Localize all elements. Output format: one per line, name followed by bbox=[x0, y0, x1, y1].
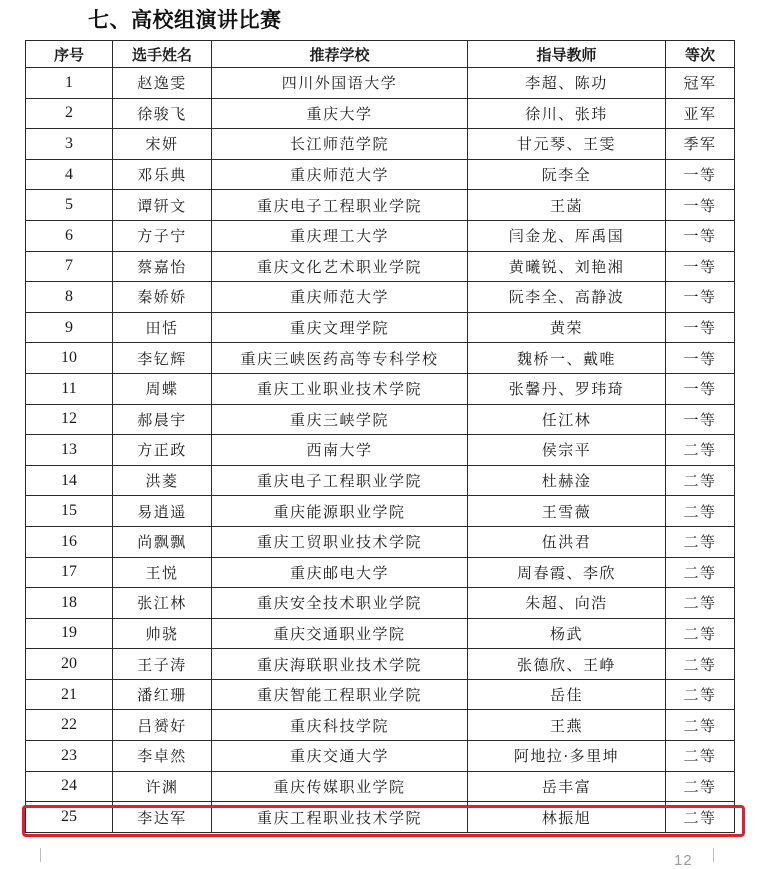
recommending-school-cell: 西南大学 bbox=[212, 435, 468, 466]
recommending-school-cell: 重庆电子工程职业学院 bbox=[212, 465, 468, 496]
contestant-name-cell: 方子宁 bbox=[113, 220, 212, 251]
table-header-row bbox=[26, 41, 735, 68]
table-row bbox=[26, 404, 735, 435]
results-table bbox=[25, 40, 735, 833]
instructor-cell: 伍洪君 bbox=[468, 526, 666, 557]
table-row bbox=[26, 435, 735, 466]
recommending-school-cell: 重庆三峡医药高等专科学校 bbox=[212, 343, 468, 374]
recommending-school-cell: 重庆理工大学 bbox=[212, 220, 468, 251]
recommending-school-cell: 重庆海联职业技术学院 bbox=[212, 649, 468, 680]
recommending-school-cell: 长江师范学院 bbox=[212, 129, 468, 160]
award-level-cell: 一等 bbox=[666, 404, 735, 435]
instructor-cell: 李超、陈功 bbox=[468, 68, 666, 99]
contestant-name-cell: 李卓然 bbox=[113, 741, 212, 772]
table-row bbox=[26, 282, 735, 313]
recommending-school-cell: 重庆大学 bbox=[212, 98, 468, 129]
recommending-school-cell: 重庆安全技术职业学院 bbox=[212, 588, 468, 619]
page-corner-mark-left bbox=[26, 848, 41, 862]
row-number-cell: 1 bbox=[26, 68, 113, 99]
row-number-cell: 13 bbox=[26, 435, 113, 466]
table-row bbox=[26, 741, 735, 772]
recommending-school-cell: 重庆科技学院 bbox=[212, 710, 468, 741]
instructor-cell: 魏桥一、戴唯 bbox=[468, 343, 666, 374]
contestant-name-cell: 徐骏飞 bbox=[113, 98, 212, 129]
contestant-name-cell: 王子涛 bbox=[113, 649, 212, 680]
award-level-cell: 二等 bbox=[666, 557, 735, 588]
recommending-school-cell: 重庆交通大学 bbox=[212, 741, 468, 772]
header-recommending-school: 推荐学校 bbox=[212, 41, 468, 68]
recommending-school-cell: 四川外国语大学 bbox=[212, 68, 468, 99]
award-level-cell: 二等 bbox=[666, 649, 735, 680]
recommending-school-cell: 重庆智能工程职业学院 bbox=[212, 679, 468, 710]
contestant-name-cell: 郝晨宇 bbox=[113, 404, 212, 435]
recommending-school-cell: 重庆交通职业学院 bbox=[212, 618, 468, 649]
row-number-cell: 23 bbox=[26, 741, 113, 772]
table-row bbox=[26, 373, 735, 404]
header-award-level: 等次 bbox=[666, 41, 735, 68]
row-number-cell: 19 bbox=[26, 618, 113, 649]
instructor-cell: 岳佳 bbox=[468, 679, 666, 710]
row-number-cell: 8 bbox=[26, 282, 113, 313]
row-number-cell: 15 bbox=[26, 496, 113, 527]
instructor-cell: 张馨丹、罗玮琦 bbox=[468, 373, 666, 404]
award-level-cell: 二等 bbox=[666, 588, 735, 619]
award-level-cell: 季军 bbox=[666, 129, 735, 160]
table-row bbox=[26, 557, 735, 588]
table-row bbox=[26, 220, 735, 251]
row-number-cell: 3 bbox=[26, 129, 113, 160]
instructor-cell: 甘元琴、王雯 bbox=[468, 129, 666, 160]
table-row bbox=[26, 159, 735, 190]
award-level-cell: 二等 bbox=[666, 741, 735, 772]
contestant-name-cell: 易逍遥 bbox=[113, 496, 212, 527]
row-number-cell: 22 bbox=[26, 710, 113, 741]
instructor-cell: 周春霞、李欣 bbox=[468, 557, 666, 588]
instructor-cell: 杨武 bbox=[468, 618, 666, 649]
award-level-cell: 一等 bbox=[666, 282, 735, 313]
header-instructor: 指导教师 bbox=[468, 41, 666, 68]
instructor-cell: 闫金龙、厍禹国 bbox=[468, 220, 666, 251]
award-level-cell: 一等 bbox=[666, 343, 735, 374]
table-row bbox=[26, 679, 735, 710]
table-row bbox=[26, 649, 735, 680]
award-level-cell: 二等 bbox=[666, 526, 735, 557]
contestant-name-cell: 邓乐典 bbox=[113, 159, 212, 190]
instructor-cell: 黄曦锐、刘艳湘 bbox=[468, 251, 666, 282]
row-number-cell: 25 bbox=[26, 802, 113, 833]
instructor-cell: 王燕 bbox=[468, 710, 666, 741]
recommending-school-cell: 重庆邮电大学 bbox=[212, 557, 468, 588]
row-number-cell: 21 bbox=[26, 679, 113, 710]
instructor-cell: 侯宗平 bbox=[468, 435, 666, 466]
award-level-cell: 冠军 bbox=[666, 68, 735, 99]
contestant-name-cell: 吕赟好 bbox=[113, 710, 212, 741]
row-number-cell: 17 bbox=[26, 557, 113, 588]
instructor-cell: 林振旭 bbox=[468, 802, 666, 833]
table-row bbox=[26, 771, 735, 802]
award-level-cell: 二等 bbox=[666, 496, 735, 527]
table-row bbox=[26, 710, 735, 741]
instructor-cell: 阮李全 bbox=[468, 159, 666, 190]
contestant-name-cell: 王悦 bbox=[113, 557, 212, 588]
row-number-cell: 16 bbox=[26, 526, 113, 557]
instructor-cell: 岳丰富 bbox=[468, 771, 666, 802]
recommending-school-cell: 重庆文化艺术职业学院 bbox=[212, 251, 468, 282]
contestant-name-cell: 周蝶 bbox=[113, 373, 212, 404]
table-row bbox=[26, 465, 735, 496]
award-level-cell: 二等 bbox=[666, 710, 735, 741]
row-number-cell: 11 bbox=[26, 373, 113, 404]
contestant-name-cell: 张江林 bbox=[113, 588, 212, 619]
award-level-cell: 亚军 bbox=[666, 98, 735, 129]
row-number-cell: 9 bbox=[26, 312, 113, 343]
row-number-cell: 10 bbox=[26, 343, 113, 374]
award-level-cell: 一等 bbox=[666, 251, 735, 282]
award-level-cell: 二等 bbox=[666, 679, 735, 710]
row-number-cell: 14 bbox=[26, 465, 113, 496]
contestant-name-cell: 蔡嘉怡 bbox=[113, 251, 212, 282]
table-row bbox=[26, 802, 735, 833]
row-number-cell: 6 bbox=[26, 220, 113, 251]
recommending-school-cell: 重庆电子工程职业学院 bbox=[212, 190, 468, 221]
row-number-cell: 4 bbox=[26, 159, 113, 190]
recommending-school-cell: 重庆师范大学 bbox=[212, 282, 468, 313]
table-row bbox=[26, 496, 735, 527]
contestant-name-cell: 洪菱 bbox=[113, 465, 212, 496]
results-table-body bbox=[26, 68, 735, 833]
table-row bbox=[26, 190, 735, 221]
award-level-cell: 二等 bbox=[666, 802, 735, 833]
instructor-cell: 朱超、向浩 bbox=[468, 588, 666, 619]
recommending-school-cell: 重庆能源职业学院 bbox=[212, 496, 468, 527]
recommending-school-cell: 重庆传媒职业学院 bbox=[212, 771, 468, 802]
recommending-school-cell: 重庆师范大学 bbox=[212, 159, 468, 190]
header-number: 序号 bbox=[26, 41, 113, 68]
award-level-cell: 一等 bbox=[666, 220, 735, 251]
row-number-cell: 2 bbox=[26, 98, 113, 129]
table-row bbox=[26, 68, 735, 99]
contestant-name-cell: 潘红珊 bbox=[113, 679, 212, 710]
row-number-cell: 20 bbox=[26, 649, 113, 680]
table-row bbox=[26, 343, 735, 374]
recommending-school-cell: 重庆文理学院 bbox=[212, 312, 468, 343]
table-row bbox=[26, 526, 735, 557]
contestant-name-cell: 李达军 bbox=[113, 802, 212, 833]
row-number-cell: 12 bbox=[26, 404, 113, 435]
recommending-school-cell: 重庆三峡学院 bbox=[212, 404, 468, 435]
header-contestant-name: 选手姓名 bbox=[113, 41, 212, 68]
contestant-name-cell: 尚飘飘 bbox=[113, 526, 212, 557]
instructor-cell: 黄荣 bbox=[468, 312, 666, 343]
table-row bbox=[26, 588, 735, 619]
award-level-cell: 一等 bbox=[666, 373, 735, 404]
instructor-cell: 王雪薇 bbox=[468, 496, 666, 527]
page-number: 12 bbox=[674, 852, 693, 869]
instructor-cell: 阮李全、高静波 bbox=[468, 282, 666, 313]
instructor-cell: 王菡 bbox=[468, 190, 666, 221]
contestant-name-cell: 谭钘文 bbox=[113, 190, 212, 221]
recommending-school-cell: 重庆工业职业技术学院 bbox=[212, 373, 468, 404]
table-row bbox=[26, 129, 735, 160]
recommending-school-cell: 重庆工程职业技术学院 bbox=[212, 802, 468, 833]
contestant-name-cell: 方正政 bbox=[113, 435, 212, 466]
award-level-cell: 一等 bbox=[666, 190, 735, 221]
instructor-cell: 张德欣、王峥 bbox=[468, 649, 666, 680]
contestant-name-cell: 宋妍 bbox=[113, 129, 212, 160]
award-level-cell: 二等 bbox=[666, 465, 735, 496]
award-level-cell: 二等 bbox=[666, 618, 735, 649]
contestant-name-cell: 赵逸雯 bbox=[113, 68, 212, 99]
contestant-name-cell: 田恬 bbox=[113, 312, 212, 343]
row-number-cell: 7 bbox=[26, 251, 113, 282]
award-level-cell: 一等 bbox=[666, 159, 735, 190]
section-title: 七、高校组演讲比赛 bbox=[88, 8, 282, 32]
contestant-name-cell: 李钇辉 bbox=[113, 343, 212, 374]
row-number-cell: 24 bbox=[26, 771, 113, 802]
row-number-cell: 18 bbox=[26, 588, 113, 619]
table-row bbox=[26, 98, 735, 129]
contestant-name-cell: 秦娇娇 bbox=[113, 282, 212, 313]
contestant-name-cell: 帅骁 bbox=[113, 618, 212, 649]
instructor-cell: 杜赫淦 bbox=[468, 465, 666, 496]
award-level-cell: 一等 bbox=[666, 312, 735, 343]
contestant-name-cell: 许渊 bbox=[113, 771, 212, 802]
table-row bbox=[26, 312, 735, 343]
award-level-cell: 二等 bbox=[666, 435, 735, 466]
instructor-cell: 任江林 bbox=[468, 404, 666, 435]
table-row bbox=[26, 618, 735, 649]
table-row bbox=[26, 251, 735, 282]
instructor-cell: 徐川、张玮 bbox=[468, 98, 666, 129]
page-corner-mark-right bbox=[713, 848, 728, 862]
instructor-cell: 阿地拉·多里坤 bbox=[468, 741, 666, 772]
award-level-cell: 二等 bbox=[666, 771, 735, 802]
row-number-cell: 5 bbox=[26, 190, 113, 221]
recommending-school-cell: 重庆工贸职业技术学院 bbox=[212, 526, 468, 557]
